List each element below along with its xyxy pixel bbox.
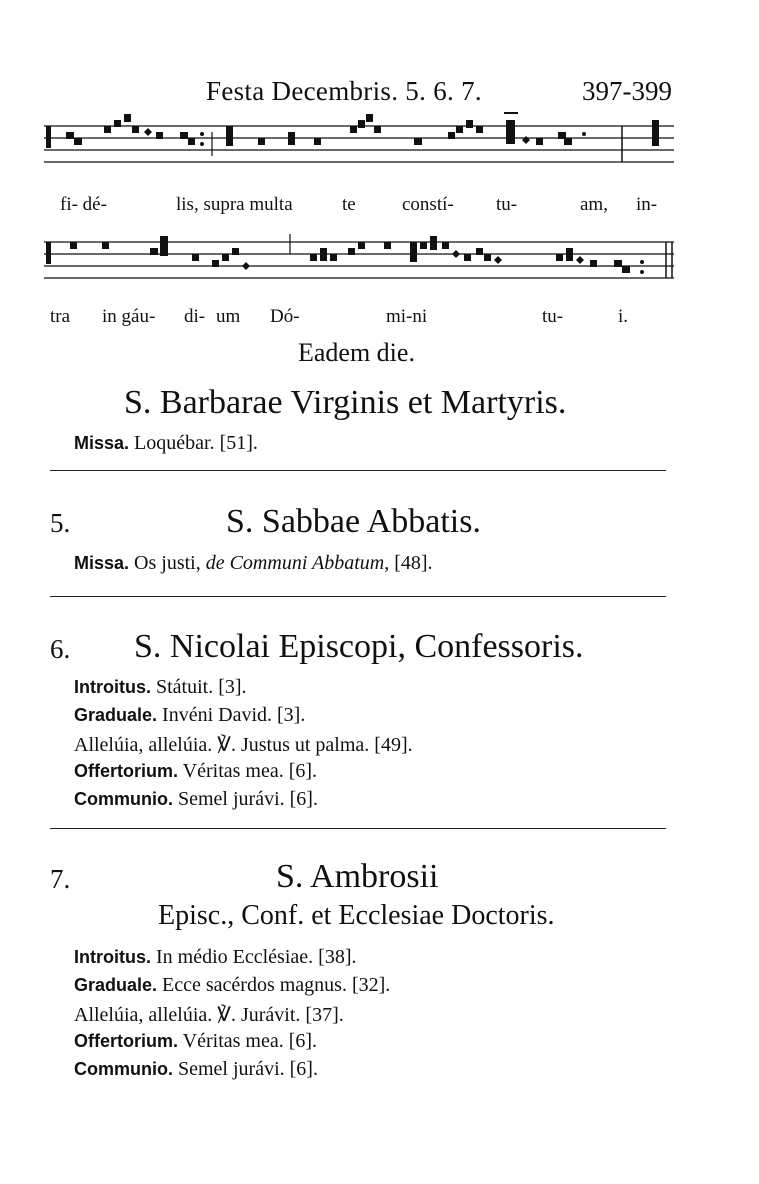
- syllable: in-: [636, 194, 658, 215]
- proper-label: Introitus.: [74, 677, 151, 697]
- proper-label: Offertorium.: [74, 761, 179, 781]
- proper-ref: [6].: [289, 788, 318, 810]
- missa-line-barbara: [74, 432, 258, 455]
- chant-lyrics-2: [0, 306, 759, 334]
- proper-line: [74, 760, 317, 783]
- proper-text: Invéni David.: [162, 704, 273, 726]
- proper-text: In médio Ecclésiae.: [156, 946, 314, 968]
- proper-text: Véritas mea.: [182, 760, 284, 782]
- syllable: di-: [184, 306, 206, 327]
- section-subtitle-ambrosius: Episc., Conf. et Ecclesiae Doctoris.: [158, 900, 555, 931]
- section-title-barbara: S. Barbarae Virginis et Martyris.: [124, 384, 567, 421]
- proper-ref: [49].: [374, 734, 413, 756]
- proper-text: Státuit.: [156, 676, 214, 698]
- proper-ref: [3].: [218, 676, 247, 698]
- proper-ref: [38].: [318, 946, 357, 968]
- divider: [50, 828, 666, 829]
- running-header-title: Festa Decembris. 5. 6. 7.: [206, 76, 482, 106]
- proper-line: [74, 1058, 318, 1081]
- chant-staff-2: [44, 228, 674, 298]
- syllable: tra: [50, 306, 71, 327]
- proper-label: Graduale.: [74, 705, 158, 725]
- proper-line: [74, 974, 390, 997]
- missa-ref: [48].: [394, 552, 433, 574]
- page-number: 397-399: [582, 76, 672, 106]
- missa-text: Loquébar.: [134, 432, 215, 454]
- syllable: in gáu-: [102, 306, 156, 327]
- proper-ref: [32].: [351, 974, 391, 996]
- proper-ref: [6].: [289, 1058, 318, 1080]
- eadem-die: Eadem die.: [298, 338, 415, 367]
- proper-text: Allelúia, allelúia. ℣. Justus ut palma.: [74, 734, 370, 756]
- chant-staff-1: [44, 112, 674, 182]
- proper-line: [74, 732, 413, 757]
- divider: [50, 470, 666, 471]
- proper-text: Véritas mea.: [182, 1030, 284, 1052]
- missa-italic: de Communi Abbatum,: [205, 552, 390, 574]
- proper-label: Introitus.: [74, 947, 151, 967]
- proper-label: Graduale.: [74, 975, 158, 995]
- syllable: lis, supra multa: [176, 194, 293, 215]
- proper-text: Semel jurávi.: [178, 1058, 285, 1080]
- proper-label: Communio.: [74, 1059, 173, 1079]
- proper-text: Semel jurávi.: [178, 788, 285, 810]
- section-title-sabbas: S. Sabbae Abbatis.: [226, 503, 481, 540]
- syllable: um: [216, 306, 241, 327]
- proper-line: [74, 788, 318, 811]
- missa-text: Os justi,: [134, 552, 201, 574]
- day-number-5: 5.: [50, 508, 71, 538]
- section-title-ambrosius: S. Ambrosii: [276, 858, 439, 895]
- missa-label: Missa.: [74, 553, 130, 573]
- syllable: fi- dé-: [60, 194, 107, 215]
- missa-ref: [51].: [219, 432, 258, 454]
- proper-ref: [37].: [305, 1004, 344, 1026]
- missa-label: Missa.: [74, 433, 130, 453]
- syllable: am,: [580, 194, 608, 215]
- proper-line: [74, 704, 305, 727]
- proper-label: Offertorium.: [74, 1031, 179, 1051]
- syllable: i.: [618, 306, 629, 327]
- proper-text: Allelúia, allelúia. ℣. Jurávit.: [74, 1004, 301, 1026]
- proper-line: [74, 946, 356, 969]
- section-title-nicolaus: S. Nicolai Episcopi, Confessoris.: [134, 628, 584, 665]
- proper-ref: [3].: [277, 704, 306, 726]
- day-number-6: 6.: [50, 634, 71, 664]
- missa-line-sabbas: [74, 552, 433, 575]
- syllable: te: [342, 194, 356, 215]
- proper-ref: [6].: [288, 1030, 318, 1052]
- proper-ref: [6].: [288, 760, 318, 782]
- syllable: tu-: [496, 194, 518, 215]
- proper-line: [74, 676, 247, 699]
- syllable: mi-ni: [386, 306, 428, 327]
- divider: [50, 596, 666, 597]
- syllable: Dó-: [270, 306, 300, 327]
- proper-line: [74, 1002, 344, 1027]
- syllable: tu-: [542, 306, 564, 327]
- proper-label: Communio.: [74, 789, 173, 809]
- day-number-7: 7.: [50, 864, 71, 894]
- proper-text: Ecce sacérdos magnus.: [162, 974, 347, 996]
- proper-line: [74, 1030, 317, 1053]
- chant-lyrics-1: [0, 194, 759, 222]
- syllable: constí-: [402, 194, 454, 215]
